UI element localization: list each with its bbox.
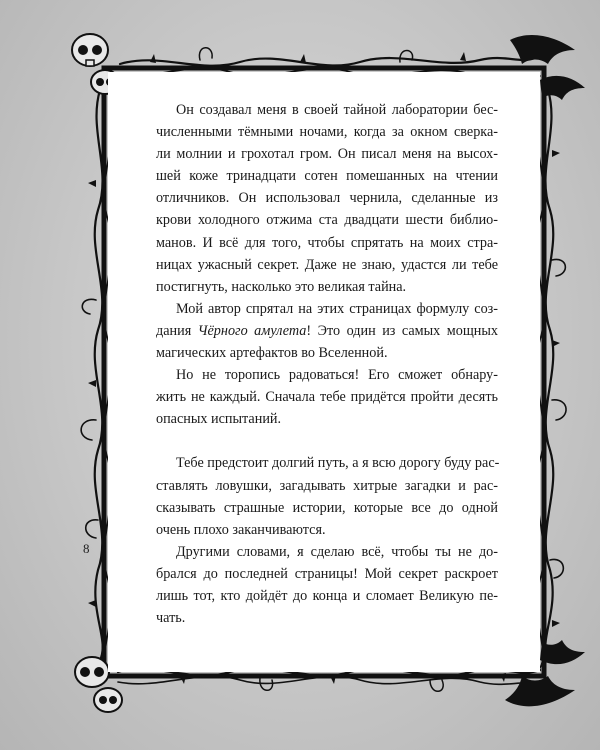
- text-line: Но не торопись радоваться! Его сможет обнару-: [176, 367, 498, 384]
- text-line: постигнуть, насколько это великая тайна.: [156, 278, 407, 295]
- text-line: магических артефактов во Вселенной.: [156, 345, 388, 362]
- text-line: опасных испытаний.: [156, 411, 282, 428]
- text-line: чать.: [156, 610, 186, 627]
- text-line: Мой автор спрятал на этих страницах формулу соз-: [176, 300, 498, 317]
- paragraph-3: [156, 364, 498, 430]
- text-line: лишь тот, кто дойдёт до конца и сломает Великую пе-: [156, 587, 498, 604]
- text-line: Тебе предстоит долгий путь, а я всю дорогу буду рас-: [176, 455, 500, 472]
- body-text: [156, 99, 500, 629]
- page-number: 8: [83, 541, 90, 556]
- text-line: сказывать страшные истории, которые все до одной: [156, 499, 498, 516]
- text-line: численными тёмными ночами, когда за окном сверка-: [156, 124, 498, 141]
- paragraph-5: [156, 541, 498, 629]
- text-line: брался до последней страницы! Мой секрет раскроет: [156, 565, 498, 582]
- text-line: дания Чёрного амулета! Это один из самых мощных: [156, 322, 498, 339]
- italic-title: Чёрного амулета: [197, 322, 307, 339]
- section-gap: [176, 430, 498, 452]
- text-line: Он создавал меня в своей тайной лаборатории бес-: [176, 102, 498, 118]
- text-line: шей коже тринадцати сотен помешанных на чтении: [156, 168, 498, 185]
- text-line: очень плохо заканчиваются.: [156, 521, 326, 538]
- paragraph-1: [156, 99, 498, 298]
- paragraph-2: [156, 298, 498, 364]
- text-line: жить не каждый. Сначала тебе придётся пройти десять: [156, 389, 498, 406]
- text-line: ставлять ловушки, загадывать хитрые загадки и рас-: [156, 477, 498, 494]
- text-line: ли молнии и грохотал гром. Он писал меня на высох-: [156, 146, 498, 163]
- text-line: Другими словами, я сделаю всё, чтобы ты не до-: [176, 543, 498, 560]
- text-line: отличников. Он использовал чернила, сделанные из: [156, 190, 498, 207]
- paragraph-4: [156, 452, 500, 540]
- text-line: крови холодного отжима ста двадцати шести библио-: [156, 212, 498, 229]
- text-line: манов. И всё для того, чтобы спрятать на моих стра-: [156, 234, 498, 251]
- text-line: ницах ужасный секрет. Даже не знаю, удастся ли тебе: [156, 256, 498, 273]
